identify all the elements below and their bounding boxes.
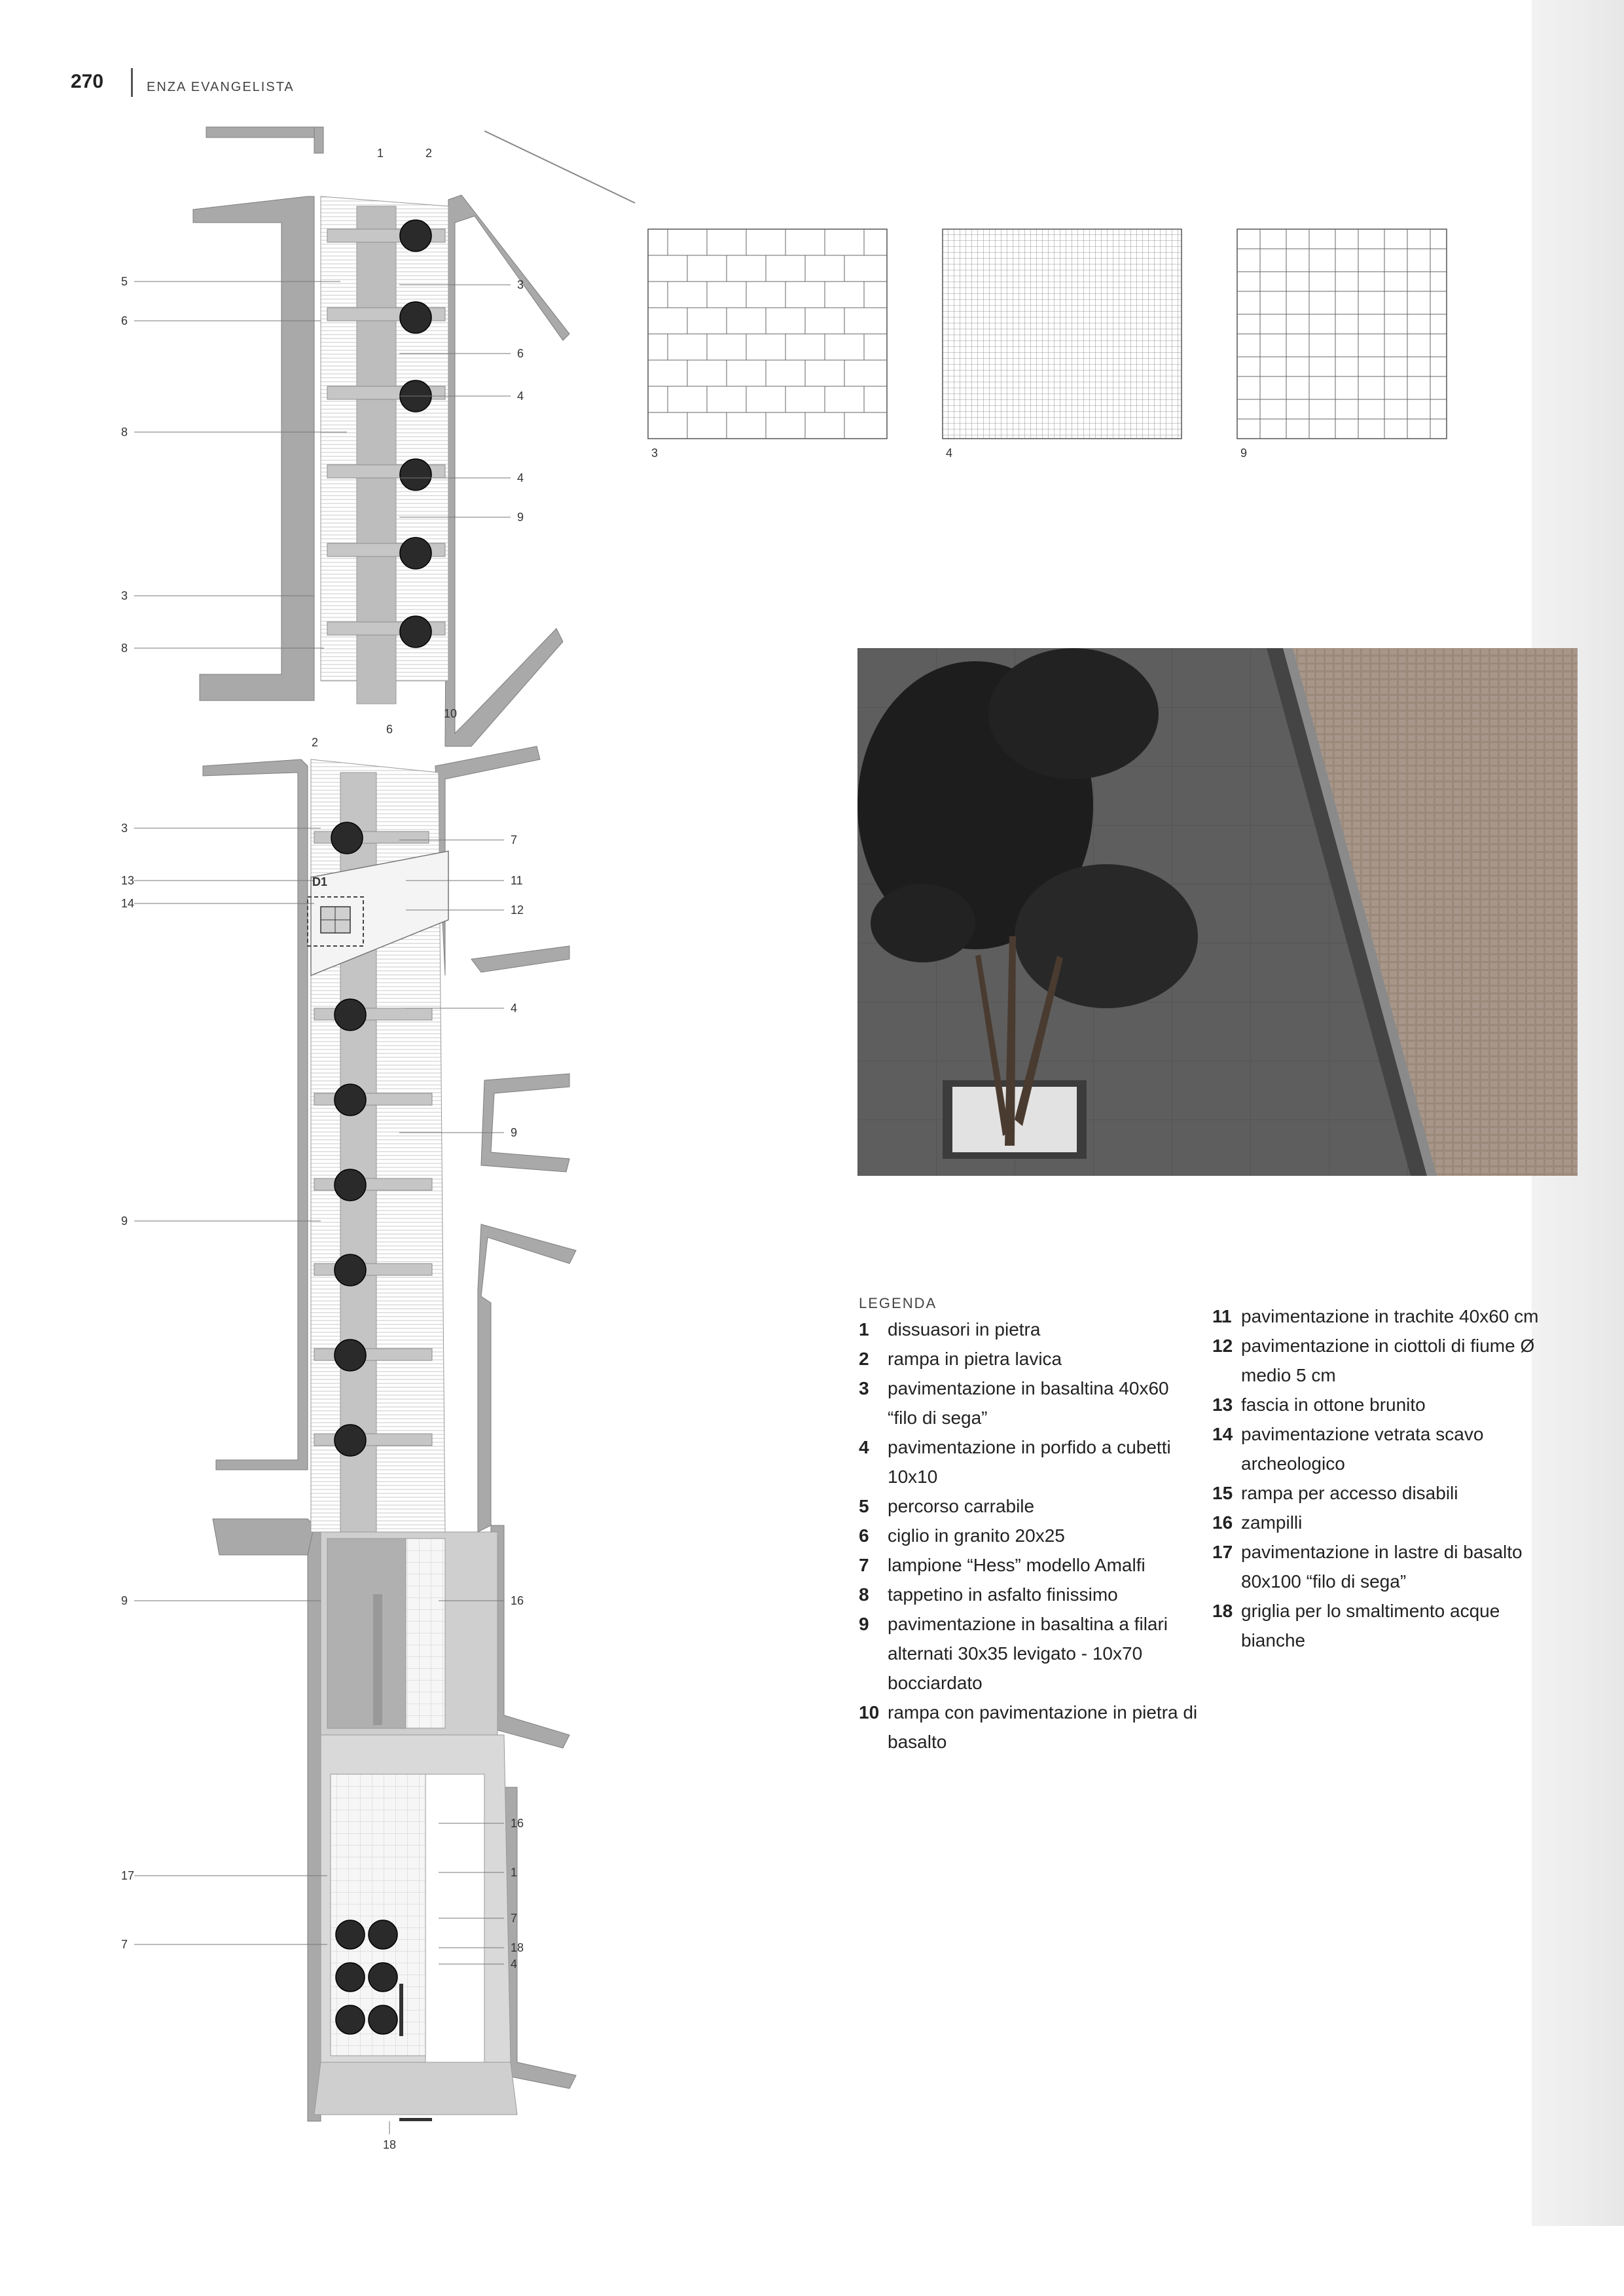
legend-item: 13 fascia in ottone brunito [1212,1394,1426,1415]
legend-item: 11 pavimentazione in trachite 40x60 cm [1212,1306,1539,1326]
svg-text:3: 3 [121,822,128,835]
svg-text:18: 18 [383,2138,397,2151]
svg-text:7: 7 [511,1912,518,1925]
svg-text:1: 1 [377,147,384,160]
svg-text:8: 8 [121,426,128,439]
svg-text:18: 18 [511,1941,524,1954]
legend-item: 6 ciglio in granito 20x25 [859,1525,1065,1546]
svg-text:12: 12 [511,903,524,917]
svg-text:6: 6 [386,723,393,736]
legend-item: 4 pavimentazione in porfido a cubetti 10x10 [859,1437,1171,1487]
drain-grate [399,1984,403,2036]
legend-item: 7 lampione “Hess” modello Amalfi [859,1555,1146,1575]
legend-item: 12 pavimentazione in ciottoli di fiume Ø medio 5 cm [1212,1336,1535,1385]
svg-text:4: 4 [517,390,524,403]
svg-text:6: 6 [121,314,128,327]
svg-text:10: 10 [444,707,458,720]
legend-item: 3 pavimentazione in basaltina 40x60 “filo di sega” [859,1378,1169,1428]
drain-grate-bottom [399,2118,432,2121]
svg-text:2: 2 [312,736,319,749]
legend-column-left [859,1315,1199,1757]
paving-swatches [641,223,1460,471]
site-plan-drawing [121,124,641,2160]
swatch-label-9: 9 [1240,446,1248,460]
svg-text:17: 17 [121,1869,135,1882]
svg-text:13: 13 [121,874,135,887]
legend-item: 1 dissuasori in pietra [859,1319,1041,1339]
svg-text:9: 9 [121,1214,128,1228]
svg-text:9: 9 [121,1594,128,1607]
svg-text:9: 9 [517,511,524,524]
svg-text:8: 8 [121,642,128,655]
svg-text:7: 7 [121,1938,128,1951]
svg-text:3: 3 [517,278,524,291]
svg-text:4: 4 [511,1958,518,1971]
street-tree-photo [857,648,1578,1176]
svg-text:4: 4 [517,471,524,484]
swatch-label-4: 4 [946,446,953,460]
legend-item: 9 pavimentazione in basaltina a filari alternati 30x35 levigato - 10x70 bocciardato [859,1614,1168,1693]
header-divider [131,68,133,97]
page-number: 270 [71,71,104,92]
svg-text:D1: D1 [312,875,328,888]
legend-item: 10 rampa con pavimentazione in pietra di basalto [859,1702,1198,1752]
legend-item: 18 griglia per lo smaltimento acque bianche [1212,1601,1500,1650]
swatch-filari [1237,229,1447,460]
legend-item: 8 tappetino in asfalto finissimo [859,1584,1118,1605]
legend-item: 2 rampa in pietra lavica [859,1349,1062,1369]
svg-text:11: 11 [511,874,523,887]
svg-text:7: 7 [511,833,518,847]
svg-text:16: 16 [511,1817,524,1830]
svg-text:3: 3 [121,589,128,602]
svg-text:14: 14 [121,897,135,910]
svg-text:9: 9 [511,1126,518,1139]
svg-text:6: 6 [517,347,524,360]
legend-item: 5 percorso carrabile [859,1496,1035,1516]
legend-title: LEGENDA [859,1295,937,1311]
legend-item: 16 zampilli [1212,1512,1303,1533]
swatch-porfido [943,229,1182,460]
swatch-label-3: 3 [651,446,659,460]
svg-text:5: 5 [121,275,128,288]
ramp-strip [373,1594,382,1725]
svg-text:1: 1 [511,1866,518,1879]
legend-column-right [1212,1302,1553,1655]
svg-text:16: 16 [511,1594,524,1607]
legend-item: 15 rampa per accesso disabili [1212,1483,1458,1503]
street-edge-line [484,131,635,203]
legend-item: 14 pavimentazione vetrata scavo archeologico [1212,1424,1484,1474]
legend-item: 17 pavimentazione in lastre di basalto 80x100 “filo di sega” [1212,1542,1523,1592]
svg-text:2: 2 [425,147,433,160]
author-name: ENZA EVANGELISTA [147,80,295,94]
swatch-basaltina [648,229,887,460]
svg-text:4: 4 [511,1002,518,1015]
